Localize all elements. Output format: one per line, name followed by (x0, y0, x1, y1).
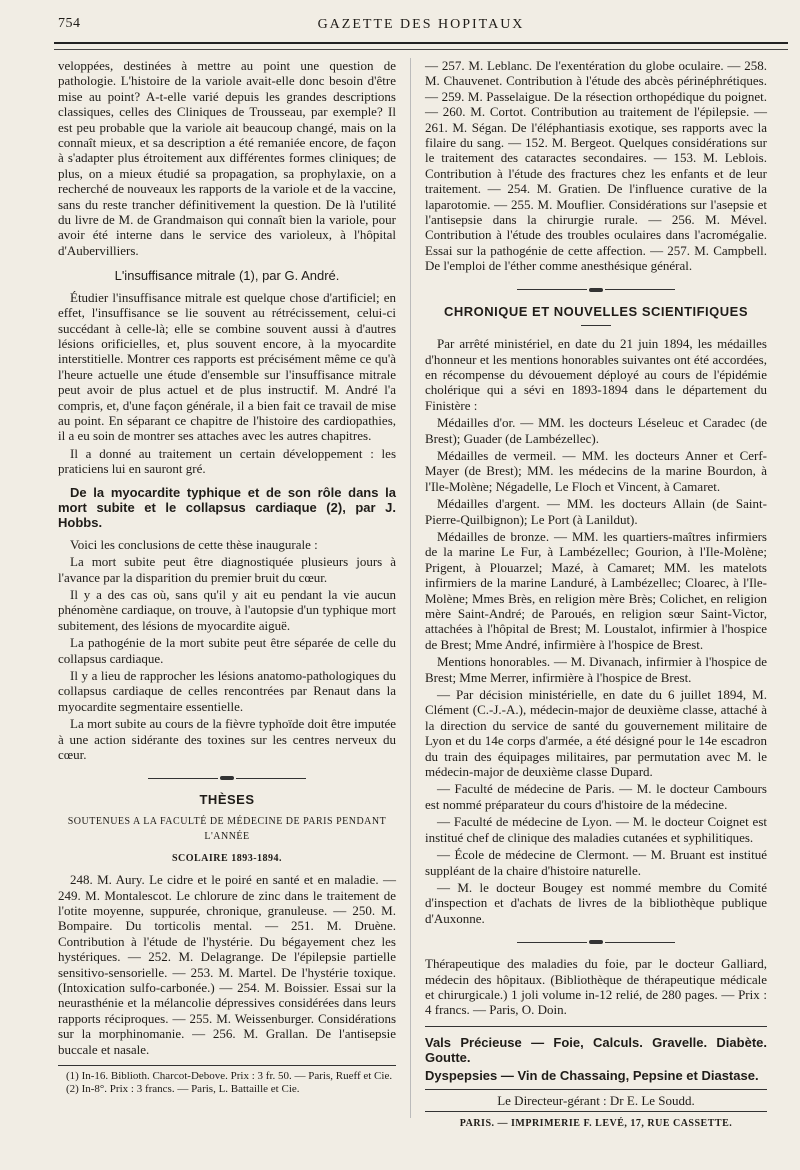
article1-paragraph: Étudier l'insuffisance mitrale est quelque chose d'artificiel; en effet, l'insuffisance se lie souvent au rétrécissement, celui-ci succédant à celle-là; elle se combine souvent aussi à d'autres lésions orificielles, et, plus souvent encore, à la myocardite interstitielle. Montrer ces rapports est précisément même ce qu'à l'heure actuelle une étude d'ensemble sur l'insuffisance mitrale peut avoir de plus actuel et de plus instructif. M. André l'a compris, et, d'une façon générale, il a bien fait ce travail de mise au point. En séparant ce chapitre de l'histoire des cardiopathies, il a eu soin de montrer ses attaches avec les autres chapitres. (58, 289, 396, 444)
article1-paragraph: Il a donné au traitement un certain développement : les praticiens lui en sauront gré. (58, 445, 396, 477)
journal-title: GAZETTE DES HOPITAUX (317, 17, 525, 32)
column-divider (410, 58, 411, 1118)
chronique-paragraph: Mentions honorables. — M. Divanach, infirmier à l'hospice de Brest; Mme Merrer, infirmière à l'hospice de Brest. (425, 654, 767, 685)
chronique-paragraph: Par arrêté ministériel, en date du 21 juin 1894, les médailles d'honneur et les mentions honorables suivantes ont été accordées, en récompense du dévouement déployé au cours de l'épidémie cholérique qui a sévi en 1893-1894 dans le département du Finistère : (425, 336, 767, 413)
footnote: (2) In-8°. Prix : 3 francs. — Paris, L. Battaille et Cie. (66, 1082, 300, 1095)
page-number: 754 (58, 16, 81, 31)
theses-list: 248. M. Aury. Le cidre et le poiré en santé et en maladie. — 249. M. Montalescot. Le chlorure de zinc dans le traitement de l'otite moyenne, suppurée, chronique, granuleuse. — 250. M. Bompaire. Du torticolis mental. — 251. M. Druène. Contribution à l'étude de l'hystérie. Du bégayement chez les hystériques. — 252. M. Delagrange. De l'épilepsie partielle sensitivo-sensorielle. — 253. M. Martel. De l'hystérie toxique. (Intoxication sulfo-carbonée.) — 254. M. Boissier. Essai sur la neurasthénie et la mélancolie dépressives considérées dans leurs rapports réciproques. — 255. M. Weissenburger. Considérations sur la morphinomanie. — 256. M. Grallan. De l'antisepsie buccale et nasale. (58, 872, 396, 1057)
article2-paragraph: Il y a lieu de rapprocher les lésions anatomo-pathologiques du collapsus cardiaque de celles rencontrées par Renaut dans la myocardite segmentaire essentielle. (58, 668, 396, 714)
ornament-divider (425, 940, 767, 944)
chronique-paragraph: Médailles de bronze. — MM. les quartiers-maîtres infirmiers de la marine Le Fur, à Lambézellec; Gourion, à l'Ile-Molène; Prigent, à Plouarzel; Mazé, à Camaret; MM. les matelots infirmiers de la marine Landuré, à Lambézellec; Cloarec, à l'Ile-Molène; Mmes Brès, en religion mère Brès; Colichet, en religion mère Saint-André; de Paroués, en religion sœur Saint-Victor, attachées à l'hôpital de Brest; M. Loustalot, infirmier à l'hospice de Brest; Mme André, infirmière à l'hospice de Brest. (425, 528, 767, 652)
chronique-paragraph: — École de médecine de Clermont. — M. Bruant est institué suppléant de la chaire d'histoire naturelle. (425, 847, 767, 878)
chronique-heading: CHRONIQUE ET NOUVELLES SCIENTIFIQUES (443, 303, 749, 319)
vals-advert-line: Vals Précieuse — Foie, Calculs. Gravelle. Diabète. Goutte. (425, 1034, 767, 1066)
short-rule (581, 325, 611, 326)
page-header (54, 14, 788, 36)
article1-title: L'insuffisance mitrale (1), par G. André. (114, 268, 340, 284)
article2-title: De la myocardite typhique et de son rôle dans la mort subite et le collapsus cardiaque (2), par J. Hobbs. (58, 484, 396, 531)
header-rule (54, 42, 788, 50)
footnote-rule (58, 1065, 396, 1066)
vals-advert-line: Dyspepsies — Vin de Chassaing, Pepsine et Diastase. (425, 1067, 759, 1083)
article2-paragraph: La pathogénie de la mort subite peut être séparée de celle du collapsus cardiaque. (58, 635, 396, 666)
article2-paragraph: Voici les conclusions de cette thèse inaugurale : (70, 536, 318, 552)
ornament-divider (58, 776, 396, 780)
theses-subheading-year: SCOLAIRE 1893-1894. (171, 852, 283, 864)
intro-paragraph: veloppées, destinées à mettre au point une question de pathologie. L'histoire de la variole avait-elle donc besoin d'être mise au point? A-t-elle varié depuis les grandes descriptions classiques, celles des Cliniques de Trousseau, par exemple? Il est peu probable que la variole ait beaucoup changé, mais on la connaît mieux, et sa description a été remaniée encore, de façon à s'adapter plus étroitement aux différentes formes cliniques; de plus, on a mieux étudié sa propagation, sa prophylaxie, on a recherché de nouveaux les rapports de la variole et de la vaccine, sans du reste trancher définitivement la question. De là l'utilité du livre de M. de Grandmaison qui connaît bien la variole, pour avoir été interne dans le service des varioleux, à l'hôpital d'Aubervilliers. (58, 58, 396, 258)
chronique-paragraph: — M. le docteur Bougey est nommé membre du Comité d'inspection et d'achats de livres de la bibliothèque publique d'Auxonne. (425, 879, 767, 926)
footnote: (1) In-16. Biblioth. Charcot-Debove. Prix : 3 fr. 50. — Paris, Rueff et Cie. (66, 1069, 393, 1082)
article2-paragraph: La mort subite au cours de la fièvre typhoïde doit être imputée à une action sidérante des toxines sur les centres nerveux du cœur. (58, 716, 396, 763)
directeur-gerant: Le Directeur-gérant : Dr E. Le Soudd. (425, 1089, 767, 1112)
ad-rule (425, 1026, 767, 1027)
ornament-divider (425, 288, 767, 292)
chronique-paragraph: — Faculté de médecine de Paris. — M. le docteur Cambours est nommé préparateur du cours d'histoire de la médecine. (425, 781, 767, 812)
therapeutique-notice: Thérapeutique des maladies du foie, par le docteur Galliard, médecin des hôpitaux. (Bibliothèque de thérapeutique médicale et chirurgicale.) 1 joli volume in-12 relié, de 280 pages. — Prix : 4 francs. — Paris, O. Doin. (425, 956, 767, 1018)
chronique-paragraph: Médailles d'argent. — MM. les docteurs Allain (de Saint-Pierre-Quilbignon); Le Port (à Lanildut). (425, 496, 767, 527)
chronique-paragraph: Médailles de vermeil. — MM. les docteurs Anner et Cerf-Mayer (de Brest); MM. les médecins de la marine Bourdon, à l'Ile-Molène; Négadelle, Le Floch et Vincent, à Camaret. (425, 447, 767, 494)
imprimerie-line: PARIS. — IMPRIMERIE F. LEVÉ, 17, RUE CASSETTE. (459, 1118, 733, 1130)
chronique-paragraph: — Faculté de médecine de Lyon. — M. le docteur Coignet est institué chef de clinique des maladies cutanées et syphilitiques. (425, 814, 767, 845)
theses-list-continued: — 257. M. Leblanc. De l'exentération du globe oculaire. — 258. M. Chauvenet. Contribution à l'étude des abcès périnéphrétiques. — 259. M. Passelaigue. De la résection orthopédique du poignet. — 260. M. Cortot. Contribution au traitement de l'épilepsie. — 261. M. Ségan. De l'éléphantiasis exotique, ses rapports avec la filaire du sang. — 152. M. Bergeot. Quelques considérations sur le traitement des cataractes secondaires. — 153. M. Leblois. Contribution à l'étude des fractures chez les enfants et de leur traitement. — 254. M. Gratien. De l'influence curative de la laparotomie. — 255. M. Mouflier. Considérations sur l'asepsie et l'antisepsie dans la chirurgie rurale. — 256. M. Mével. Contribution à l'étude des troubles oculaires dans l'acromégalie. Essai sur la pathogénie de cette affection. — 257. M. Campbell. De l'emploi de l'éther comme anesthésique général. (425, 58, 767, 274)
chronique-paragraph: — Par décision ministérielle, en date du 6 juillet 1894, M. Clément (C.-J.-A.), médecin-major de deuxième classe, attaché à la direction du service de santé du gouvernement militaire de Lyon et du 14e corps d'armée, a été désigné pour le 14e escadron du train des équipages militaires, par permutation avec M. le médecin-major de deuxième classe Dupard. (425, 687, 767, 780)
chronique-paragraph: Médailles d'or. — MM. les docteurs Léseleuc et Caradec (de Brest); Guader (de Lambézellec). (425, 415, 767, 446)
left-column (58, 58, 396, 1096)
right-column (425, 58, 767, 1132)
theses-heading: THÈSES (199, 792, 255, 808)
theses-subheading: SOUTENUES A LA FACULTÉ DE MÉDECINE DE PARIS PENDANT L'ANNÉE (67, 815, 387, 843)
article2-paragraph: La mort subite peut être diagnostiquée plusieurs jours à l'avance par la disparition du premier bruit du cœur. (58, 554, 396, 585)
article2-paragraph: Il y a des cas où, sans qu'il y ait eu pendant la vie aucun phénomène cardiaque, on trouve, à l'autopsie d'un typhique mort subitement, des lésions de myocardite aiguë. (58, 587, 396, 633)
